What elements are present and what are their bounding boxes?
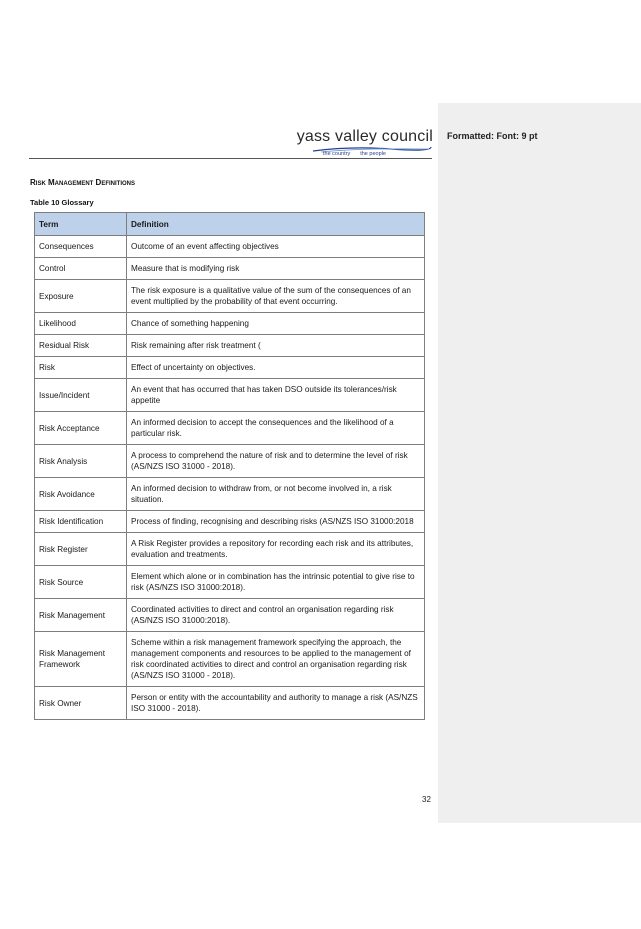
glossary-table: [34, 212, 425, 720]
definition-cell: Scheme within a risk management framework specifying the approach, the management components and resources to be applied to the management of risk coordinated activities to direct and control an organisation regarding risk (AS/NZS ISO 31000 - 2018).: [127, 632, 425, 687]
term-cell: Risk Avoidance: [35, 478, 127, 511]
table-row: [35, 236, 425, 258]
tagline-right: the people: [360, 151, 386, 157]
table-caption: Table 10 Glossary: [30, 198, 94, 207]
glossary-body: [35, 236, 425, 720]
term-cell: Risk: [35, 357, 127, 379]
column-header-definition: Definition: [127, 213, 425, 236]
definition-cell: Effect of uncertainty on objectives.: [127, 357, 425, 379]
definition-cell: Risk remaining after risk treatment (: [127, 335, 425, 357]
definition-cell: Element which alone or in combination has the intrinsic potential to give rise to risk (AS/NZS ISO 31000:2018).: [127, 566, 425, 599]
definition-cell: Chance of something happening: [127, 313, 425, 335]
definition-cell: Person or entity with the accountability and authority to manage a risk (AS/NZS ISO 31000 - 2018).: [127, 687, 425, 720]
term-cell: Risk Source: [35, 566, 127, 599]
definition-cell: Measure that is modifying risk: [127, 258, 425, 280]
table-row: [35, 313, 425, 335]
table-row: [35, 335, 425, 357]
term-cell: Risk Register: [35, 533, 127, 566]
page-number: 32: [422, 795, 431, 804]
table-row: [35, 478, 425, 511]
table-row: [35, 280, 425, 313]
definition-cell: Coordinated activities to direct and control an organisation regarding risk (AS/NZS ISO 31000:2018).: [127, 599, 425, 632]
definition-cell: An event that has occurred that has taken DSO outside its tolerances/risk appetite: [127, 379, 425, 412]
term-cell: Residual Risk: [35, 335, 127, 357]
term-cell: Risk Owner: [35, 687, 127, 720]
table-row: [35, 445, 425, 478]
header-divider: [29, 158, 432, 159]
column-header-term: Term: [35, 213, 127, 236]
table-row: [35, 357, 425, 379]
table-row: [35, 533, 425, 566]
term-cell: Likelihood: [35, 313, 127, 335]
section-heading: Risk Management Definitions: [30, 178, 135, 187]
term-cell: Risk Identification: [35, 511, 127, 533]
term-cell: Issue/Incident: [35, 379, 127, 412]
table-row: [35, 566, 425, 599]
term-cell: Consequences: [35, 236, 127, 258]
term-cell: Risk Management: [35, 599, 127, 632]
definition-cell: Process of finding, recognising and describing risks (AS/NZS ISO 31000:2018: [127, 511, 425, 533]
term-cell: Control: [35, 258, 127, 280]
table-header-row: [35, 213, 425, 236]
definition-cell: A process to comprehend the nature of risk and to determine the level of risk (AS/NZS ISO 31000 - 2018).: [127, 445, 425, 478]
definition-cell: An informed decision to withdraw from, or not become involved in, a risk situation.: [127, 478, 425, 511]
definition-cell: A Risk Register provides a repository for recording each risk and its attributes, evaluation and treatments.: [127, 533, 425, 566]
definition-cell: The risk exposure is a qualitative value of the sum of the consequences of an event multiplied by the probability of that event occurring.: [127, 280, 425, 313]
table-row: [35, 632, 425, 687]
comment-pane: [438, 103, 641, 823]
definition-cell: Outcome of an event affecting objectives: [127, 236, 425, 258]
term-cell: Exposure: [35, 280, 127, 313]
definition-cell: An informed decision to accept the consequences and the likelihood of a particular risk.: [127, 412, 425, 445]
table-row: [35, 599, 425, 632]
term-cell: Risk Analysis: [35, 445, 127, 478]
term-cell: Risk Management Framework: [35, 632, 127, 687]
table-row: [35, 258, 425, 280]
term-cell: Risk Acceptance: [35, 412, 127, 445]
logo-tagline: [323, 151, 386, 157]
table-row: [35, 379, 425, 412]
logo-text: yass valley council: [296, 128, 433, 145]
table-row: [35, 687, 425, 720]
table-row: [35, 412, 425, 445]
comment-label: Formatted: Font: 9 pt: [447, 131, 538, 141]
council-logo: [296, 128, 433, 160]
table-row: [35, 511, 425, 533]
tagline-left: the country: [323, 151, 351, 157]
